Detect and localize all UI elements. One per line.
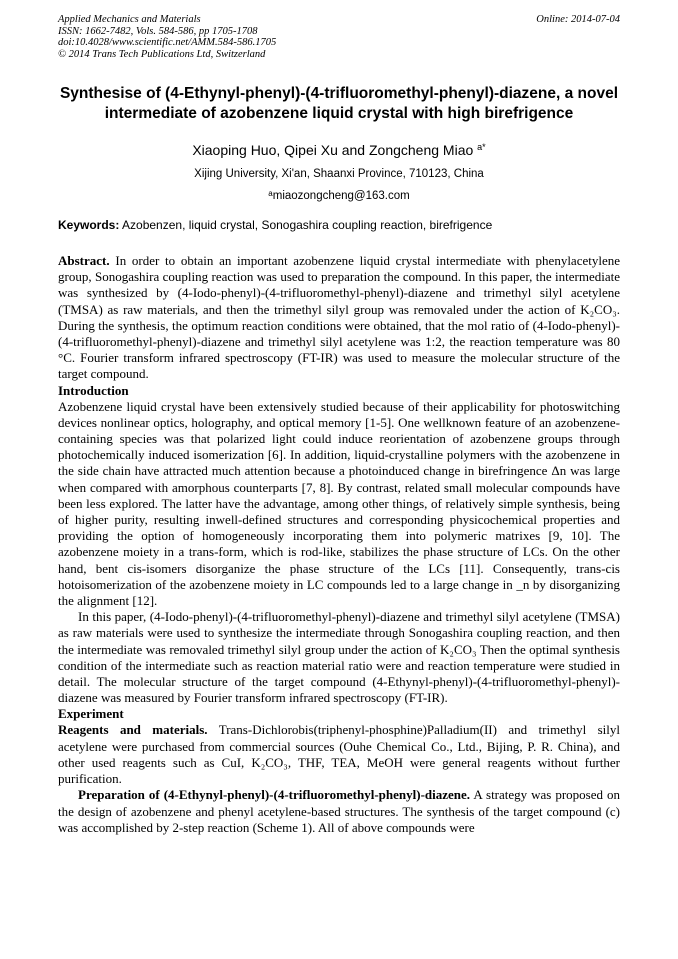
paper-title: Synthesise of (4-Ethynyl-phenyl)-(4-trifluoromethyl-phenyl)-diazene, a novel intermediate of azobenzene liquid crystal with high birefrigence (59, 85, 619, 122)
section-heading-introduction: Introduction (58, 382, 129, 398)
reagents-text: Trans-Dichlorobis(triphenyl-phosphine)Palladium(II) and trimethyl silyl acetylene were purchased from commercial sources (Ouhe Chemical Co., Ltd., Bijing, P. R. China), and other used reagents such as CuI, K₂CO₃, THF, TEA, MeOH were general reagents without further purification. (58, 722, 620, 787)
email-address: miaozongcheng@163.com (272, 190, 410, 202)
author-names: Xiaoping Huo, Qipei Xu and Zongcheng Miao (192, 142, 474, 158)
keywords-text: Azobenzen, liquid crystal, Sonogashira coupling reaction, birefrigence (122, 218, 493, 232)
introduction-paragraph-1: Azobenzene liquid crystal have been extensively studied because of their applicability for photoswitching devices nonlinear optics, holography, and optical memory [1-5]. One wellknown feature of an azobenzene-containing species was that polarized light could induce reorientation of azobenzene groups through photochemically induced isomerization [6]. In addition, liquid-crystalline polymers with the azobenzene in the side chain have attracted much attention because a photoinduced change in birefringence Δn was large when compared with amorphous counterparts [7, 8]. By contrast, related small molecular compounds have been less explored. The latter have the advantage, among other things, of relatively simple synthesis, being of higher purity, resulting inwell-defined structures and corresponding physicochemical properties and providing the option of homogeneously incorporating them into polymeric matrixes [9, 10]. The azobenzene moiety in a trans-form, which is rod-like, stabilizes the phase structure of LCs. On the other hand, bent cis-isomers disorganize the phase structure of the LCs [11]. Consequently, trans-cis hotoisomerization of the azobenzene moiety in LC compounds led to a large change in _n by disorganizing the alignment [12]. (58, 398, 620, 609)
copyright-line: © 2014 Trans Tech Publications Ltd, Switzerland (58, 48, 266, 60)
online-date: Online: 2014-07-04 (536, 14, 620, 25)
email-superscript: a (268, 189, 273, 198)
introduction-paragraph-2: In this paper, (4-Iodo-phenyl)-(4-trifluoromethyl-phenyl)-diazene and trimethyl silyl acetylene (TMSA) as raw materials were used to synthesize the intermediate through Sonogashira coupling reaction, and then the intermediate was removaled trimethyl silyl group under the action of K₂CO₃ Then the optimal synthesis condition of the intermediate such as reaction material ratio were and reaction temperature were studied in detail. The molecular structure of the target compound (4-Ethynyl-phenyl)-(4-trifluoromethyl-phenyl)-diazene was measured by Fourier transform infrared spectroscopy (FT-IR). (58, 609, 620, 706)
keywords-label: Keywords: (58, 218, 120, 232)
page-content (58, 0, 620, 836)
issn-line: ISSN: 1662-7482, Vols. 584-586, pp 1705-1708 (58, 25, 258, 37)
section-heading-experiment: Experiment (58, 706, 124, 722)
journal-name: Applied Mechanics and Materials (58, 14, 201, 25)
affiliation-line: Xijing University, Xi'an, Shaanxi Province, 710123, China (194, 168, 484, 180)
doi-line: doi:10.4028/www.scientific.net/AMM.584-586.1705 (58, 37, 277, 48)
journal-meta-block (58, 14, 276, 60)
abstract-text: In order to obtain an important azobenzene liquid crystal intermediate with phenylacetylene group, Sonogashira coupling reaction was used to preparation the compound. In this paper, the intermediate was synthesized by (4-Iodo-phenyl)-(4-trifluoromethyl-phenyl)-diazene and trimethyl silyl acetylene (TMSA) as raw materials, and then the trimethyl silyl group was removaled under the action of K₂CO₃. During the synthesis, the optimum reaction conditions were obtained, that the mol ratio of (4-Iodo-phenyl)-(4-trifluoromethyl-phenyl)-diazene and trimethyl silyl acetylene was 1:2, the reaction temperature was 80 °C. Fourier transform infrared spectroscopy (FT-IR) was used to measure the molecular structure of the target compound. (58, 253, 621, 382)
keywords-line (58, 218, 620, 232)
email-line (58, 187, 620, 203)
author-superscript: a* (477, 142, 486, 152)
abstract-label: Abstract. (58, 253, 110, 268)
preparation-lead: Preparation of (4-Ethynyl-phenyl)-(4-trifluoromethyl-phenyl)-diazene. (78, 787, 471, 803)
preparation-text: A strategy was proposed on the design of azobenzene and phenyl acetylene-based structures. The synthesis of the target compound (c) was accomplished by 2-step reaction (Scheme 1). All of above compounds were (58, 787, 620, 835)
reagents-paragraph (58, 722, 620, 787)
reagents-lead: Reagents and materials. (58, 722, 208, 738)
abstract-paragraph (58, 253, 620, 383)
authors-line (58, 139, 620, 159)
journal-header (58, 0, 620, 60)
preparation-paragraph (58, 787, 620, 836)
